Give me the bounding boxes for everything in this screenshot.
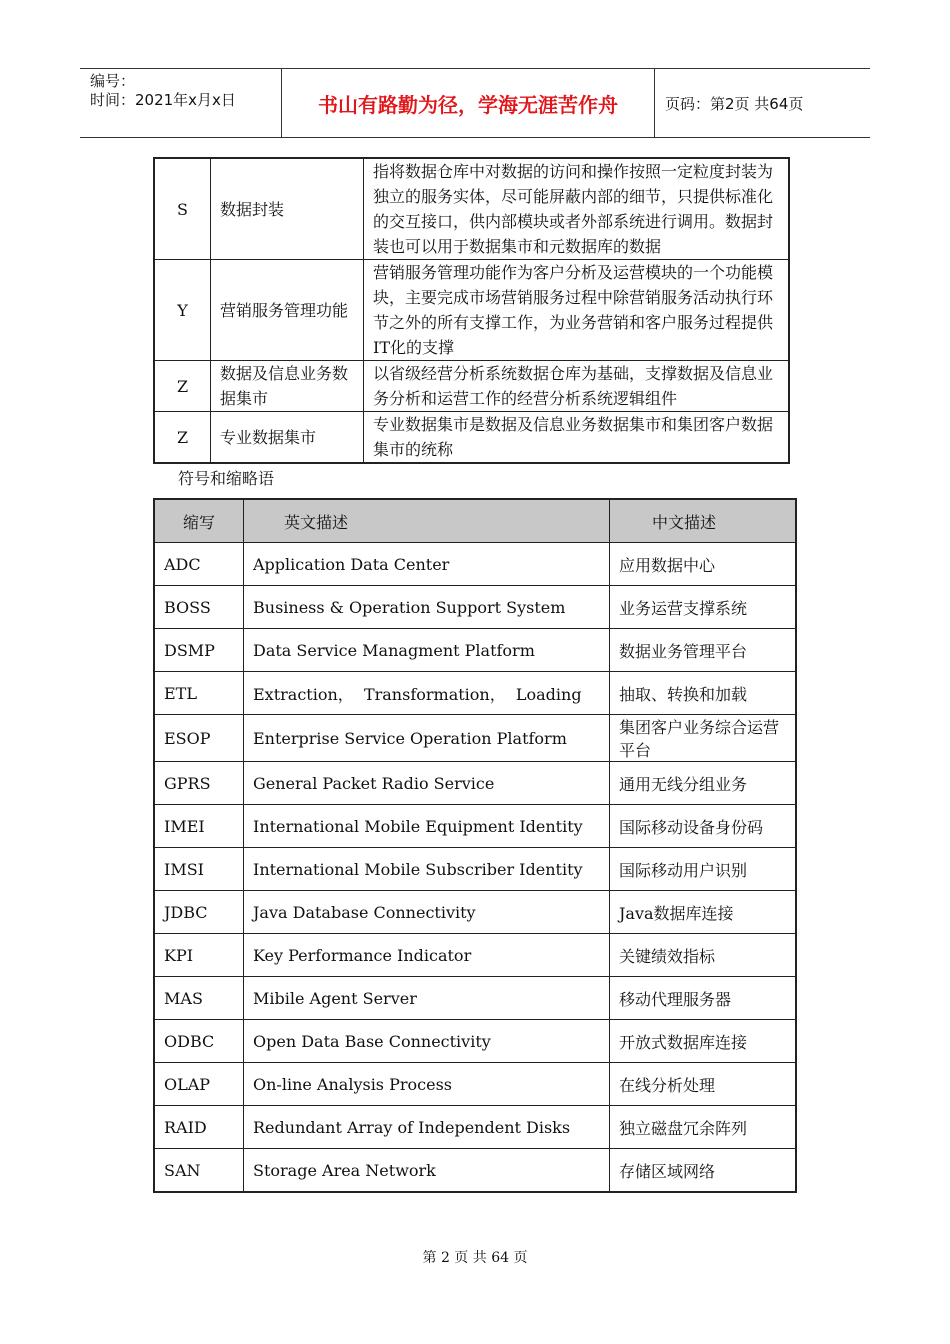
abbr-cell: JDBC: [154, 891, 244, 934]
abbr-col-header: 缩写: [154, 499, 244, 543]
page-footer: 第 2 页 共 64 页: [422, 1250, 528, 1266]
abbr-cell: RAID: [154, 1106, 244, 1149]
abbr-cell: IMSI: [154, 848, 244, 891]
abbr-cell: OLAP: [154, 1063, 244, 1106]
term-description: 营销服务管理功能作为客户分析及运营模块的一个功能模块，主要完成市场营销服务过程中除营销服务活动执行环节之外的所有支撑工作，为业务营销和客户服务过程提供IT化的支撑: [364, 260, 790, 361]
chinese-description-cell: 国际移动设备身份码: [610, 805, 797, 848]
header-page-info: 页码：第2页 共64页: [665, 94, 804, 113]
term-name: 营销服务管理功能: [211, 260, 364, 361]
abbr-cell: SAN: [154, 1149, 244, 1193]
chinese-description-cell: 在线分析处理: [610, 1063, 797, 1106]
abbr-row: [154, 586, 796, 629]
chinese-description-cell: 存储区域网络: [610, 1149, 797, 1193]
abbr-row: [154, 805, 796, 848]
chinese-description-cell: 通用无线分组业务: [610, 762, 797, 805]
english-description-cell: Storage Area Network: [244, 1149, 610, 1193]
chinese-description-cell: 开放式数据库连接: [610, 1020, 797, 1063]
english-description-cell: Enterprise Service Operation Platform: [244, 715, 610, 762]
english-description-cell: Business & Operation Support System: [244, 586, 610, 629]
chinese-description-cell: 业务运营支撑系统: [610, 586, 797, 629]
term-name: 数据及信息业务数据集市: [211, 361, 364, 412]
header-meta: [80, 69, 282, 137]
english-description-cell: International Mobile Subscriber Identity: [244, 848, 610, 891]
abbr-cell: ETL: [154, 672, 244, 715]
abbr-cell: ESOP: [154, 715, 244, 762]
term-row: [154, 158, 789, 260]
term-description: 专业数据集市是数据及信息业务数据集市和集团客户数据集市的统称: [364, 412, 790, 464]
term-name: 数据封装: [211, 158, 364, 260]
abbr-row: [154, 848, 796, 891]
terms-table: [153, 157, 790, 464]
english-description-cell: Data Service Managment Platform: [244, 629, 610, 672]
abbr-row: [154, 672, 796, 715]
header-motto: 书山有路勤为径，学海无涯苦作舟: [282, 69, 655, 137]
abbr-row: [154, 715, 796, 762]
abbr-cell: ADC: [154, 543, 244, 586]
abbr-row: [154, 762, 796, 805]
abbr-cell: DSMP: [154, 629, 244, 672]
en-col-header: 英文描述: [244, 499, 610, 543]
abbr-row: [154, 1106, 796, 1149]
chinese-description-cell: Java数据库连接: [610, 891, 797, 934]
term-row: [154, 412, 789, 464]
term-letter: S: [154, 158, 211, 260]
abbr-cell: IMEI: [154, 805, 244, 848]
abbr-row: [154, 629, 796, 672]
english-description-cell: Open Data Base Connectivity: [244, 1020, 610, 1063]
abbr-header-row: [154, 499, 796, 543]
doc-time-label: 时间：2021年x月x日: [90, 91, 236, 109]
abbr-row: [154, 1020, 796, 1063]
english-description-cell: Extraction， Transformation， Loading: [244, 672, 610, 715]
english-description-cell: On-line Analysis Process: [244, 1063, 610, 1106]
term-letter: Y: [154, 260, 211, 361]
doc-number-label: 编号：: [90, 72, 136, 90]
abbr-cell: BOSS: [154, 586, 244, 629]
abbr-caption: 符号和缩略语: [178, 469, 275, 488]
abbr-cell: GPRS: [154, 762, 244, 805]
english-description-cell: Key Performance Indicator: [244, 934, 610, 977]
term-description: 以省级经营分析系统数据仓库为基础，支撑数据及信息业务分析和运营工作的经营分析系统逻辑组件: [364, 361, 790, 412]
term-description: 指将数据仓库中对数据的访问和操作按照一定粒度封装为独立的服务实体，尽可能屏蔽内部的细节，只提供标准化的交互接口，供内部模块或者外部系统进行调用。数据封装也可以用于数据集市和元数据库的数据: [364, 158, 790, 260]
abbr-cell: KPI: [154, 934, 244, 977]
chinese-description-cell: 应用数据中心: [610, 543, 797, 586]
english-description-cell: Application Data Center: [244, 543, 610, 586]
abbr-row: [154, 934, 796, 977]
english-description-cell: General Packet Radio Service: [244, 762, 610, 805]
zh-col-header: 中文描述: [610, 499, 797, 543]
page-header: [80, 68, 870, 138]
chinese-description-cell: 独立磁盘冗余阵列: [610, 1106, 797, 1149]
term-name: 专业数据集市: [211, 412, 364, 464]
english-description-cell: Java Database Connectivity: [244, 891, 610, 934]
abbreviations-table: [153, 498, 797, 1193]
abbr-row: [154, 1063, 796, 1106]
term-row: [154, 361, 789, 412]
abbr-cell: ODBC: [154, 1020, 244, 1063]
english-description-cell: International Mobile Equipment Identity: [244, 805, 610, 848]
abbr-row: [154, 1149, 796, 1193]
chinese-description-cell: 移动代理服务器: [610, 977, 797, 1020]
term-letter: Z: [154, 361, 211, 412]
chinese-description-cell: 抽取、转换和加载: [610, 672, 797, 715]
chinese-description-cell: 国际移动用户识别: [610, 848, 797, 891]
abbr-cell: MAS: [154, 977, 244, 1020]
abbr-row: [154, 891, 796, 934]
term-letter: Z: [154, 412, 211, 464]
abbr-row: [154, 977, 796, 1020]
english-description-cell: Mibile Agent Server: [244, 977, 610, 1020]
chinese-description-cell: 关键绩效指标: [610, 934, 797, 977]
chinese-description-cell: 集团客户业务综合运营平台: [610, 715, 797, 762]
abbr-row: [154, 543, 796, 586]
term-row: [154, 260, 789, 361]
chinese-description-cell: 数据业务管理平台: [610, 629, 797, 672]
english-description-cell: Redundant Array of Independent Disks: [244, 1106, 610, 1149]
